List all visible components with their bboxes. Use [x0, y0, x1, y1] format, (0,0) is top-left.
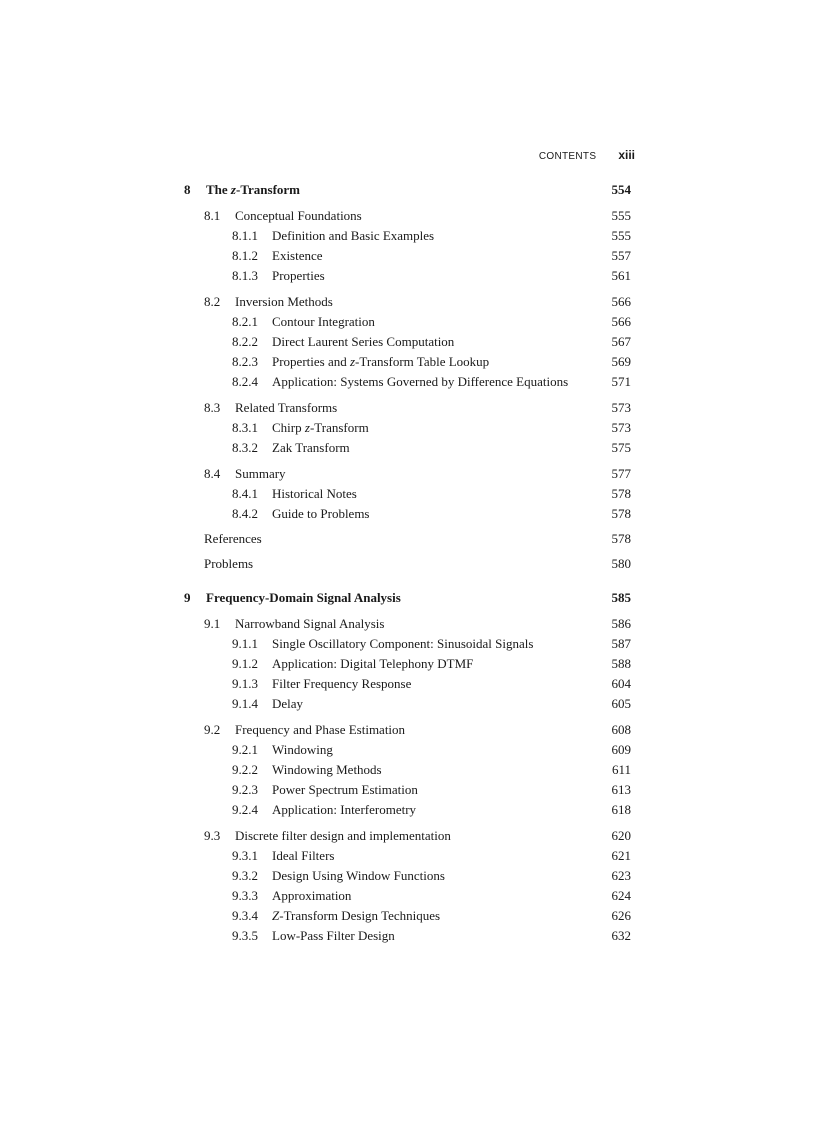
section-title: Narrowband Signal Analysis [235, 616, 385, 631]
section-number: 9.2 [204, 722, 221, 737]
back-matter-entry [184, 554, 631, 574]
subsection-title: Application: Systems Governed by Difference Equations [272, 374, 569, 389]
subsection-entry [184, 312, 631, 332]
chapter-page: 554 [611, 182, 631, 197]
section-page: 620 [611, 828, 631, 843]
section-title: Conceptual Foundations [235, 208, 362, 223]
subsection-title: Definition and Basic Examples [272, 228, 435, 243]
subsection-page: 609 [611, 742, 631, 757]
subsection-title: Application: Interferometry [272, 802, 417, 817]
subsection-page: 567 [611, 334, 631, 349]
back-matter-page: 580 [611, 556, 631, 571]
subsection-page: 561 [611, 268, 631, 283]
table-of-contents [184, 180, 631, 946]
subsection-page: 555 [611, 228, 631, 243]
subsection-title: Single Oscillatory Component: Sinusoidal Signals [272, 636, 534, 651]
subsection-entry [184, 372, 631, 392]
section-block [184, 720, 631, 820]
section-title: Inversion Methods [235, 294, 333, 309]
chapter-label [184, 180, 300, 200]
subsection-entry [184, 352, 631, 372]
back-matter-entry [184, 529, 631, 549]
subsection-label [232, 266, 325, 286]
subsection-page: 613 [611, 782, 631, 797]
subsection-number: 8.2.4 [232, 374, 258, 389]
section-label [204, 720, 405, 740]
section-title: Discrete filter design and implementation [235, 828, 451, 843]
subsection-page: 578 [611, 506, 631, 521]
back-matter-page: 578 [611, 531, 631, 546]
subsection-number: 8.2.3 [232, 354, 258, 369]
subsection-entry [184, 484, 631, 504]
subsection-title: Existence [272, 248, 323, 263]
subsection-number: 9.2.3 [232, 782, 258, 797]
subsection-page: 604 [611, 676, 631, 691]
subsection-number: 9.3.3 [232, 888, 258, 903]
section-page: 577 [611, 466, 631, 481]
subsection-label [232, 886, 351, 906]
subsection-title: Windowing [272, 742, 333, 757]
chapter-title: Frequency-Domain Signal Analysis [206, 590, 401, 605]
subsection-label [232, 740, 333, 760]
section-block [184, 464, 631, 524]
subsection-page: 571 [611, 374, 631, 389]
running-title: CONTENTS [538, 151, 597, 162]
subsection-page: 632 [611, 928, 631, 943]
subsection-label [232, 780, 418, 800]
subsection-page: 566 [611, 314, 631, 329]
section-block [184, 398, 631, 458]
section-number: 8.1 [204, 208, 221, 223]
subsection-number: 9.1.3 [232, 676, 258, 691]
section-label [204, 826, 451, 846]
section-number: 8.3 [204, 400, 221, 415]
subsection-label [232, 312, 375, 332]
page-number: xiii [618, 148, 635, 162]
subsection-entry [184, 906, 631, 926]
section-title: Summary [235, 466, 286, 481]
page-header [0, 148, 635, 162]
subsection-title: Design Using Window Functions [272, 868, 445, 883]
subsection-entry [184, 438, 631, 458]
section-label [204, 614, 384, 634]
back-matter-title: Problems [204, 556, 254, 571]
subsection-number: 8.1.2 [232, 248, 258, 263]
subsection-title: Historical Notes [272, 486, 357, 501]
section-page: 566 [611, 294, 631, 309]
subsection-entry [184, 740, 631, 760]
section-number: 9.3 [204, 828, 221, 843]
section-number: 8.4 [204, 466, 221, 481]
subsection-number: 9.2.1 [232, 742, 258, 757]
subsection-page: 611 [611, 762, 631, 777]
subsection-title: Z-Transform Design Techniques [272, 908, 441, 923]
subsection-page: 605 [611, 696, 631, 711]
subsection-label [232, 906, 440, 926]
subsection-title: Delay [272, 696, 304, 711]
subsection-label [232, 634, 533, 654]
subsection-label [232, 694, 303, 714]
subsection-number: 9.3.5 [232, 928, 258, 943]
subsection-label [232, 438, 350, 458]
subsection-number: 9.1.4 [232, 696, 258, 711]
subsection-label [232, 926, 395, 946]
section-title: Related Transforms [235, 400, 338, 415]
section-entry [184, 720, 631, 740]
subsection-entry [184, 760, 631, 780]
chapter-number: 8 [184, 182, 191, 197]
subsection-page: 557 [611, 248, 631, 263]
subsection-page: 621 [611, 848, 631, 863]
section-entry [184, 398, 631, 418]
subsection-number: 9.1.2 [232, 656, 258, 671]
section-entry [184, 826, 631, 846]
subsection-entry [184, 654, 631, 674]
subsection-title: Zak Transform [272, 440, 350, 455]
subsection-title: Approximation [272, 888, 352, 903]
subsection-number: 8.1.1 [232, 228, 258, 243]
subsection-title: Contour Integration [272, 314, 375, 329]
section-block [184, 614, 631, 714]
section-block [184, 826, 631, 946]
subsection-label [232, 800, 416, 820]
subsection-page: 573 [611, 420, 631, 435]
subsection-number: 8.4.2 [232, 506, 258, 521]
section-page: 555 [611, 208, 631, 223]
subsection-entry [184, 226, 631, 246]
subsection-entry [184, 504, 631, 524]
subsection-entry [184, 246, 631, 266]
chapter-number: 9 [184, 590, 191, 605]
subsection-page: 623 [611, 868, 631, 883]
subsection-page: 578 [611, 486, 631, 501]
subsection-entry [184, 694, 631, 714]
subsection-entry [184, 418, 631, 438]
subsection-page: 624 [611, 888, 631, 903]
back-matter-title: References [204, 531, 262, 546]
subsection-number: 9.3.4 [232, 908, 258, 923]
subsection-label [232, 418, 369, 438]
subsection-label [232, 332, 454, 352]
subsection-label [232, 246, 323, 266]
subsection-entry [184, 846, 631, 866]
subsection-number: 8.4.1 [232, 486, 258, 501]
subsection-entry [184, 886, 631, 906]
section-label [204, 398, 337, 418]
chapter-label [184, 588, 401, 608]
subsection-title: Direct Laurent Series Computation [272, 334, 455, 349]
section-page: 573 [611, 400, 631, 415]
subsection-label [232, 484, 357, 504]
subsection-title: Power Spectrum Estimation [272, 782, 418, 797]
subsection-number: 8.3.1 [232, 420, 258, 435]
subsection-page: 626 [611, 908, 631, 923]
subsection-number: 8.2.2 [232, 334, 258, 349]
subsection-number: 9.3.1 [232, 848, 258, 863]
subsection-page: 569 [611, 354, 631, 369]
chapter-gap [184, 574, 631, 588]
subsection-number: 8.1.3 [232, 268, 258, 283]
section-label [204, 206, 362, 226]
subsection-label [232, 372, 568, 392]
subsection-page: 575 [611, 440, 631, 455]
subsection-label [232, 866, 445, 886]
subsection-title: Guide to Problems [272, 506, 370, 521]
subsection-label [232, 226, 434, 246]
section-number: 9.1 [204, 616, 221, 631]
subsection-label [232, 846, 334, 866]
subsection-title: Ideal Filters [272, 848, 335, 863]
subsection-title: Application: Digital Telephony DTMF [272, 656, 474, 671]
section-entry [184, 206, 631, 226]
subsection-number: 9.2.4 [232, 802, 258, 817]
subsection-entry [184, 780, 631, 800]
section-page: 586 [611, 616, 631, 631]
subsection-title: Low-Pass Filter Design [272, 928, 395, 943]
subsection-title: Properties [272, 268, 325, 283]
chapter-title: The z-Transform [206, 182, 301, 197]
section-page: 608 [611, 722, 631, 737]
section-entry [184, 464, 631, 484]
subsection-page: 618 [611, 802, 631, 817]
chapter-heading [184, 180, 631, 200]
subsection-title: Filter Frequency Response [272, 676, 412, 691]
subsection-entry [184, 674, 631, 694]
subsection-title: Chirp z-Transform [272, 420, 369, 435]
chapter-heading [184, 588, 631, 608]
subsection-entry [184, 866, 631, 886]
subsection-label [232, 674, 411, 694]
subsection-title: Windowing Methods [272, 762, 382, 777]
subsection-entry [184, 800, 631, 820]
section-number: 8.2 [204, 294, 221, 309]
section-entry [184, 292, 631, 312]
subsection-number: 8.3.2 [232, 440, 258, 455]
subsection-label [232, 352, 489, 372]
subsection-page: 587 [611, 636, 631, 651]
subsection-number: 9.1.1 [232, 636, 258, 651]
subsection-title: Properties and z-Transform Table Lookup [272, 354, 490, 369]
subsection-entry [184, 926, 631, 946]
subsection-label [232, 760, 382, 780]
subsection-number: 8.2.1 [232, 314, 258, 329]
section-label [204, 464, 286, 484]
chapter-page: 585 [611, 590, 631, 605]
subsection-label [232, 654, 473, 674]
section-block [184, 206, 631, 286]
section-title: Frequency and Phase Estimation [235, 722, 406, 737]
subsection-page: 588 [611, 656, 631, 671]
section-entry [184, 614, 631, 634]
subsection-label [232, 504, 370, 524]
section-label [204, 292, 333, 312]
subsection-number: 9.2.2 [232, 762, 258, 777]
subsection-entry [184, 332, 631, 352]
subsection-entry [184, 266, 631, 286]
subsection-number: 9.3.2 [232, 868, 258, 883]
subsection-entry [184, 634, 631, 654]
section-block [184, 292, 631, 392]
